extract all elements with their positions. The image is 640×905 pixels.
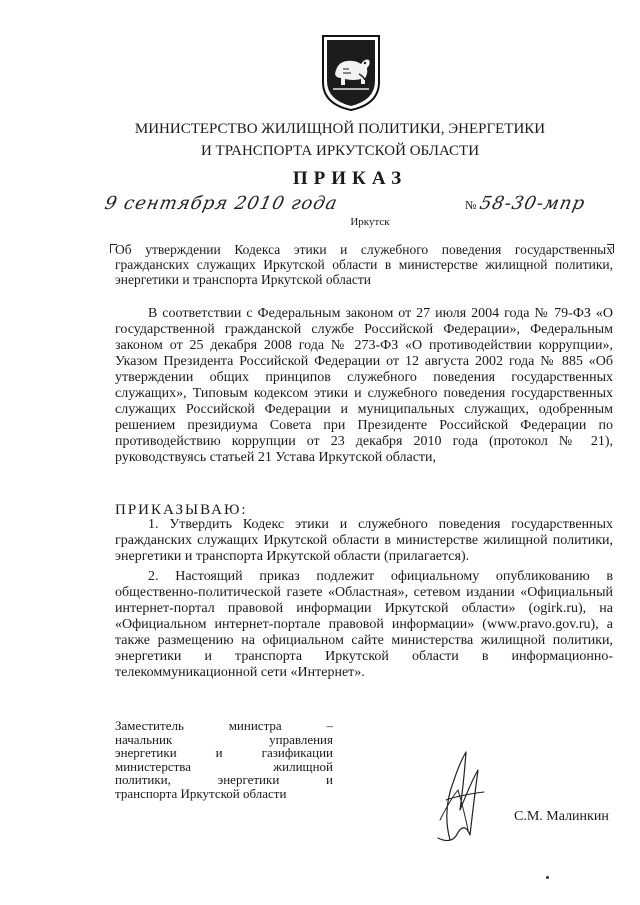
order-number-prefix: № bbox=[465, 198, 477, 212]
signatory-position-line: политики, энергетики и bbox=[115, 772, 333, 788]
scan-artifact-dot bbox=[546, 876, 549, 879]
order-verb: ПРИКАЗЫВАЮ: bbox=[115, 502, 248, 518]
signatory-position-line: энергетики и газификации bbox=[115, 745, 333, 761]
ministry-name-line2: И ТРАНСПОРТА ИРКУТСКОЙ ОБЛАСТИ bbox=[200, 143, 480, 159]
signatory-position-line: транспорта Иркутской области bbox=[115, 785, 287, 801]
handwritten-date: 9 сентября 2010 года bbox=[102, 193, 340, 214]
order-subject: Об утверждении Кодекса этики и служебного поведения государственных гражданских служащих Иркутской области в министерстве жилищной политики, энергетики и транспорта Иркутской области bbox=[115, 242, 613, 287]
signatory-position-line: министерства жилищной bbox=[115, 758, 333, 774]
order-item-1: 1. Утвердить Кодекс этики и служебного поведения государственных гражданских служащих Иркутской области в министерстве жилищной политики, энергетики и транспорта Иркутской области (прилагается). bbox=[115, 517, 613, 564]
handwritten-order-number: 58-30-мпр bbox=[478, 193, 588, 214]
preamble-paragraph: В соответствии с Федеральным законом от 27 июля 2004 года № 79-ФЗ «О государственной гражданской службе Российской Федерации», Федеральным законом от 25 декабря 2008 года № 273-ФЗ «О противодействии коррупции», Указом Президента Российской Федерации от 12 августа 2002 года № 885 «Об утверждении общих принципов служебного поведения государственных служащих», Типовым кодексом этики и служебного поведения государственных служащих Российской Федерации и муниципальных служащих, одобренным решением президиума Совета при Президенте Российской Федерации по противодействию коррупции от 23 декабря 2010 года (протокол № 21), руководствуясь статьей 21 Устава Иркутской области, bbox=[115, 306, 613, 465]
signatory-position-line: Заместитель министра – bbox=[115, 718, 333, 733]
handwritten-signature-icon bbox=[420, 740, 500, 850]
document-title: ПРИКАЗ bbox=[292, 168, 408, 189]
signatory-position-line: начальник управления bbox=[115, 731, 333, 747]
coat-of-arms-icon bbox=[321, 34, 381, 112]
city-label: Иркутск bbox=[350, 216, 390, 228]
ministry-name-line1: МИНИСТЕРСТВО ЖИЛИЩНОЙ ПОЛИТИКИ, ЭНЕРГЕТИКИ bbox=[134, 121, 546, 137]
order-number bbox=[465, 193, 588, 214]
signatory-position bbox=[115, 719, 333, 801]
order-item-2: 2. Настоящий приказ подлежит официальному опубликованию в общественно-политической газете «Областная», сетевом издании «Официальный интернет-портал правовой информации Иркутской области» (ogirk.ru), на «Официальном интернет-портале правовой информации» (www.pravo.gov.ru), а также размещению на официальном сайте министерства жилищной политики, энергетики и транспорта Иркутской области в информационно-телекоммуникационной сети «Интернет». bbox=[115, 569, 613, 680]
signatory-name: С.М. Малинкин bbox=[514, 809, 609, 824]
